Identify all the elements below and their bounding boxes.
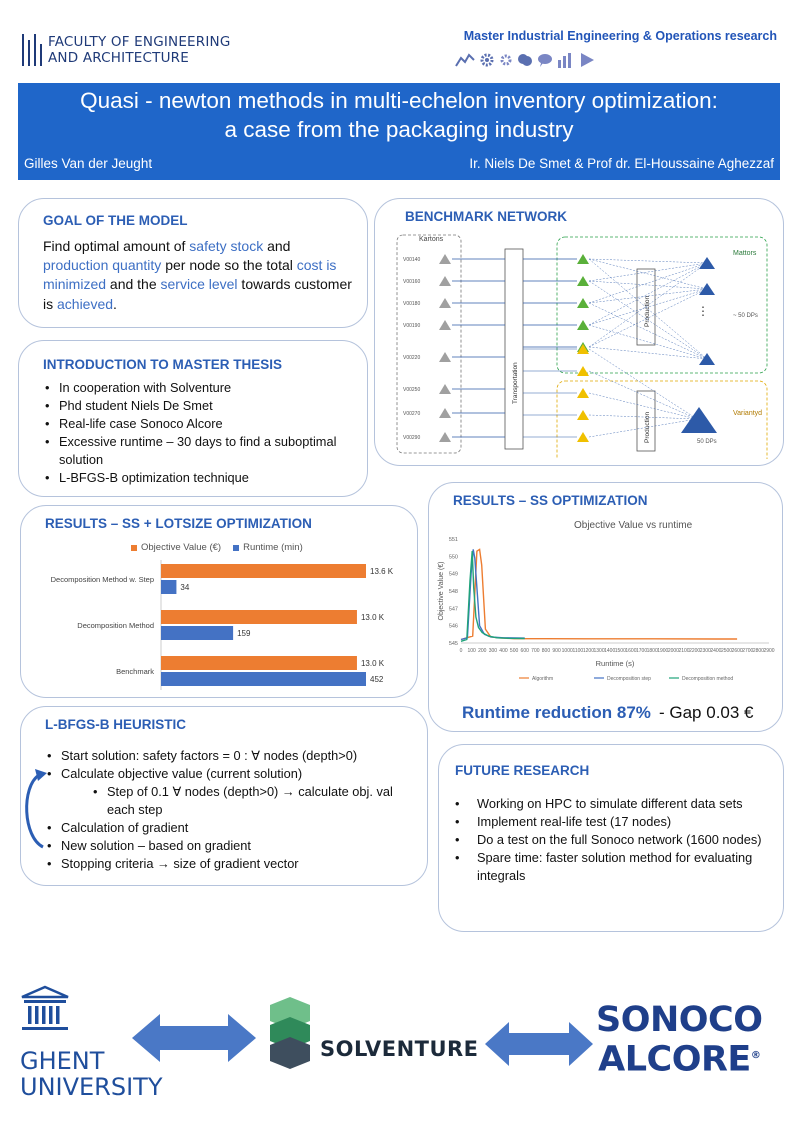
- lbfgs-card: [20, 706, 428, 886]
- solventure-wordmark: SOLVENTURE: [320, 1037, 479, 1061]
- goal-keyword-achieved: achieved: [57, 295, 114, 312]
- lbfgs-step: • Stopping criteria → size of gradient vector: [45, 855, 415, 873]
- ss-y-tick-label: 550: [448, 554, 458, 561]
- goal-keyword-cost-minimized: cost is minimized: [43, 257, 337, 293]
- lotsize-card: [20, 505, 418, 698]
- partner-logos: [0, 975, 795, 1101]
- ss-chart-title: Objective Value vs runtime: [574, 520, 693, 531]
- ss-x-tick-label: 1000: [561, 648, 573, 654]
- benchmark-heading: BENCHMARK NETWORK: [405, 209, 567, 224]
- yellow-node-icon: [577, 410, 589, 420]
- ss-x-tick-label: 1900: [657, 648, 669, 654]
- variantyd-label: Variantyd: [733, 410, 763, 417]
- faculty-logo-mark: [22, 34, 42, 66]
- goal-heading: GOAL OF THE MODEL: [43, 213, 188, 228]
- ss-x-tick-label: 2400: [710, 648, 722, 654]
- goal-text-part: per node so the total: [161, 257, 297, 274]
- supervisors: Ir. Niels De Smet & Prof dr. El-Houssaine Aghezzaf: [469, 156, 774, 171]
- green-node-icon: [577, 254, 589, 264]
- ugent-line-1: GHENT: [20, 1047, 105, 1075]
- supplier-node-icon: [439, 276, 451, 286]
- blue-dc-icon: [699, 353, 715, 365]
- yellow-node-icon: [577, 388, 589, 398]
- lotsize-bar: [161, 580, 176, 594]
- supplier-node-label: V00140: [403, 257, 421, 263]
- supplier-node-icon: [439, 352, 451, 362]
- lbfgs-step: • Calculation of gradient: [45, 819, 415, 837]
- goal-text: [43, 237, 353, 314]
- ss-x-tick-label: 2800: [752, 648, 764, 654]
- gear-icon: [479, 52, 495, 68]
- mattors-count: ~ 50 DPs: [733, 313, 758, 319]
- lotsize-bar: [161, 564, 366, 578]
- green-node-icon: [577, 320, 589, 330]
- future-item: • Spare time: faster solution method for evaluating integrals: [453, 849, 773, 885]
- ss-y-tick-label: 545: [448, 641, 458, 647]
- intro-item: • Excessive runtime – 30 days to find a suboptimal solution: [43, 433, 348, 469]
- faculty-line-2: AND ARCHITECTURE: [48, 50, 189, 66]
- intro-list: [43, 379, 348, 487]
- ss-series-line: [461, 551, 525, 641]
- ss-x-tick-label: 1600: [625, 648, 637, 654]
- solventure-mark-icon: [266, 997, 314, 1077]
- transportation-box: [505, 249, 523, 449]
- intro-card: [18, 340, 368, 497]
- ugent-building-icon: [20, 985, 70, 1033]
- ss-x-tick-label: 400: [499, 648, 508, 654]
- future-item: • Implement real-life test (17 nodes): [453, 813, 773, 831]
- supplier-node-label: V00180: [403, 301, 421, 307]
- supplier-node-icon: [439, 384, 451, 394]
- chat-icon: [537, 52, 553, 68]
- loop-arrow-icon: [19, 765, 49, 855]
- ss-legend-label: Algorithm: [532, 676, 554, 682]
- brain-icon: [517, 52, 533, 68]
- faculty-line-1: FACULTY OF ENGINEERING: [48, 34, 231, 50]
- supplier-layer: [403, 254, 451, 442]
- ss-x-tick-label: 2500: [720, 648, 733, 654]
- lotsize-category-label: Decomposition Method w. Step: [50, 575, 154, 584]
- production-label-2: Production: [644, 411, 651, 443]
- lotsize-bar-label: 159: [237, 629, 251, 638]
- legend-label-runtime: Runtime (min): [243, 542, 303, 553]
- lbfgs-step: • New solution – based on gradient: [45, 837, 415, 855]
- mattors-label: Mattors: [733, 250, 757, 257]
- ss-x-axis-label: Runtime (s): [595, 659, 635, 668]
- ss-x-tick-label: 1500: [614, 648, 626, 654]
- goal-card: [18, 198, 368, 328]
- goal-keyword-service-level: service level: [160, 276, 238, 293]
- future-card: [438, 744, 784, 932]
- supplier-node-label: V00290: [403, 435, 421, 441]
- ss-x-tick-label: 1200: [582, 648, 595, 654]
- ss-x-tick-label: 800: [541, 648, 551, 654]
- legend-swatch-runtime: [233, 545, 239, 551]
- ss-series-line: [461, 549, 737, 639]
- ss-x-tick-label: 2900: [763, 648, 775, 654]
- intro-item: • Real-life case Sonoco Alcore: [43, 415, 348, 433]
- ss-x-tick-label: 1400: [604, 648, 616, 654]
- graph-icon: [455, 52, 475, 68]
- ss-x-tick-label: 1100: [572, 648, 584, 654]
- supplier-group-label: Kartons: [419, 236, 444, 243]
- transportation-label: Transportation: [512, 362, 519, 404]
- ss-x-tick-label: 600: [520, 648, 529, 654]
- ss-x-tick-label: 1700: [635, 648, 648, 654]
- double-arrow-right-icon: [483, 1019, 595, 1069]
- ss-series-line: [461, 549, 525, 639]
- ss-card: [428, 482, 783, 732]
- lbfgs-heading: L-BFGS-B HEURISTIC: [45, 717, 186, 732]
- future-item: • Working on HPC to simulate different data sets: [453, 795, 773, 813]
- faculty-name: [48, 34, 231, 66]
- lotsize-bar-label: 34: [180, 583, 190, 592]
- large-dc-icon: [681, 407, 717, 433]
- ss-legend-label: Decomposition method: [682, 676, 734, 682]
- blue-dc-icon: [699, 283, 715, 295]
- author-name: Gilles Van der Jeught: [24, 156, 153, 171]
- goal-text-part: Find optimal amount of: [43, 238, 190, 254]
- supplier-node-label: V00220: [403, 355, 421, 361]
- sonoco-alcore-logo: [596, 1000, 763, 1080]
- ss-x-tick-label: 2200: [689, 648, 701, 654]
- lotsize-category-label: Decomposition Method: [77, 621, 154, 630]
- benchmark-network-diagram: [381, 219, 779, 459]
- benchmark-card: [374, 198, 784, 466]
- ss-x-tick-label: 2000: [667, 648, 679, 654]
- lotsize-bar: [161, 656, 357, 670]
- future-list: [453, 795, 773, 885]
- ss-x-tick-label: 500: [509, 648, 519, 654]
- ss-x-tick-label: 100: [467, 648, 476, 654]
- goal-keyword-production-quantity: production quantity: [43, 257, 162, 274]
- distribution-link: [589, 259, 707, 263]
- distribution-link: [589, 347, 707, 359]
- ss-y-tick-label: 549: [448, 571, 458, 578]
- lotsize-bar-label: 13.6 K: [370, 567, 394, 576]
- supplier-node-icon: [439, 408, 451, 418]
- ss-x-tick-label: 200: [478, 648, 487, 654]
- lotsize-bar: [161, 610, 357, 624]
- lbfgs-list: [45, 747, 415, 873]
- future-heading: FUTURE RESEARCH: [455, 763, 590, 778]
- supplier-node-icon: [439, 320, 451, 330]
- ss-x-tick-label: 2100: [678, 648, 690, 654]
- lotsize-bar-chart: [21, 556, 417, 696]
- program-icons: [455, 50, 595, 70]
- goal-text-part: .: [113, 295, 117, 312]
- future-item: • Do a test on the full Sonoco network (1600 nodes): [453, 831, 773, 849]
- lotsize-bar-label: 13.0 K: [360, 659, 385, 668]
- ss-x-tick-label: 700: [531, 648, 540, 654]
- program-title: Master Industrial Engineering & Operations research: [463, 29, 777, 43]
- goal-keyword-safety-stock: safety stock: [189, 238, 264, 254]
- ss-y-tick-label: 547: [448, 606, 458, 613]
- legend-swatch-objective: [131, 545, 137, 551]
- yellow-node-icon: [577, 432, 589, 442]
- title-band: [18, 83, 780, 180]
- supplier-node-label: V00190: [403, 323, 421, 329]
- gap-value: - Gap 0.03 €: [659, 703, 754, 722]
- mattors-group-box: [557, 237, 767, 373]
- supplier-group-box: [397, 235, 461, 453]
- production-label-1: Production: [644, 295, 651, 327]
- yellow-node-icon: [577, 366, 589, 376]
- play-icon: [579, 52, 595, 68]
- ss-legend-label: Decomposition step: [607, 676, 651, 682]
- supplier-node-label: V00250: [403, 387, 421, 393]
- ss-line-chart: [429, 533, 779, 698]
- sonoco-line-1: SONOCO: [596, 1000, 763, 1040]
- intro-heading: INTRODUCTION TO MASTER THESIS: [43, 357, 283, 372]
- supplier-node-icon: [439, 254, 451, 264]
- registered-mark: ®: [750, 1050, 761, 1061]
- lotsize-bar-label: 13.0 K: [360, 613, 385, 622]
- intro-item: • L-BFGS-B optimization technique: [43, 469, 348, 487]
- intro-item: • In cooperation with Solventure: [43, 379, 348, 397]
- lbfgs-substep: • Step of 0.1 ∀ nodes (depth>0) → calculate obj. val each step: [45, 783, 415, 819]
- ss-x-tick-label: 2700: [742, 648, 754, 654]
- supplier-node-icon: [439, 432, 451, 442]
- legend-label-objective: Objective Value (€): [141, 542, 222, 553]
- ss-y-axis-label: Objective Value (€): [438, 561, 445, 621]
- lotsize-heading: RESULTS – SS + LOTSIZE OPTIMIZATION: [45, 516, 312, 531]
- ss-x-tick-label: 1800: [646, 648, 658, 654]
- lotsize-category-label: Benchmark: [116, 667, 154, 676]
- double-arrow-left-icon: [130, 1010, 258, 1066]
- ss-y-tick-label: 548: [448, 589, 458, 595]
- ss-x-tick-label: 300: [488, 648, 498, 654]
- lbfgs-step: • Start solution: safety factors = 0 : ∀ nodes (depth>0): [45, 747, 415, 765]
- ss-y-tick-label: 546: [448, 623, 458, 630]
- ss-x-tick-label: 1300: [593, 648, 605, 654]
- sonoco-line-2-text: ALCORE: [598, 1039, 751, 1080]
- ss-y-tick-label: 551: [448, 537, 458, 543]
- supplier-node-label: V00270: [403, 411, 421, 417]
- dots-label: ⋮: [697, 304, 709, 318]
- intro-item: • Phd student Niels De Smet: [43, 397, 348, 415]
- runtime-reduction: Runtime reduction 87%: [462, 703, 651, 722]
- ss-heading: RESULTS – SS OPTIMIZATION: [453, 493, 648, 508]
- bars-icon: [557, 52, 575, 68]
- lotsize-bar: [161, 672, 366, 686]
- faculty-logo: [22, 34, 231, 66]
- ugent-line-2: UNIVERSITY: [20, 1073, 163, 1101]
- lbfgs-step: • Calculate objective value (current solution): [45, 765, 415, 783]
- sonoco-line-2: [596, 1038, 762, 1078]
- yellow-node-icon: [577, 344, 589, 354]
- lotsize-bar: [161, 626, 233, 640]
- lotsize-bar-label: 452: [370, 675, 384, 684]
- goal-text-part: towards customer is: [43, 276, 352, 312]
- poster-title-line-2: a case from the packaging industry: [224, 117, 574, 142]
- lotsize-legend: [131, 542, 303, 553]
- goal-text-part: and: [263, 238, 291, 254]
- variantyd-count: 50 DPs: [697, 439, 717, 445]
- green-node-icon: [577, 298, 589, 308]
- goal-text-part: and the: [106, 276, 161, 293]
- ss-x-tick-label: 2300: [699, 648, 711, 654]
- ss-x-tick-label: 2600: [731, 648, 743, 654]
- supplier-node-icon: [439, 298, 451, 308]
- ss-x-tick-label: 900: [552, 648, 561, 654]
- ss-x-tick-label: 0: [459, 648, 463, 654]
- poster-title-line-1: Quasi - newton methods in multi-echelon inventory optimization:: [80, 88, 718, 113]
- supplier-node-label: V00160: [403, 279, 421, 285]
- gear-small-icon: [499, 53, 513, 67]
- green-node-icon: [577, 276, 589, 286]
